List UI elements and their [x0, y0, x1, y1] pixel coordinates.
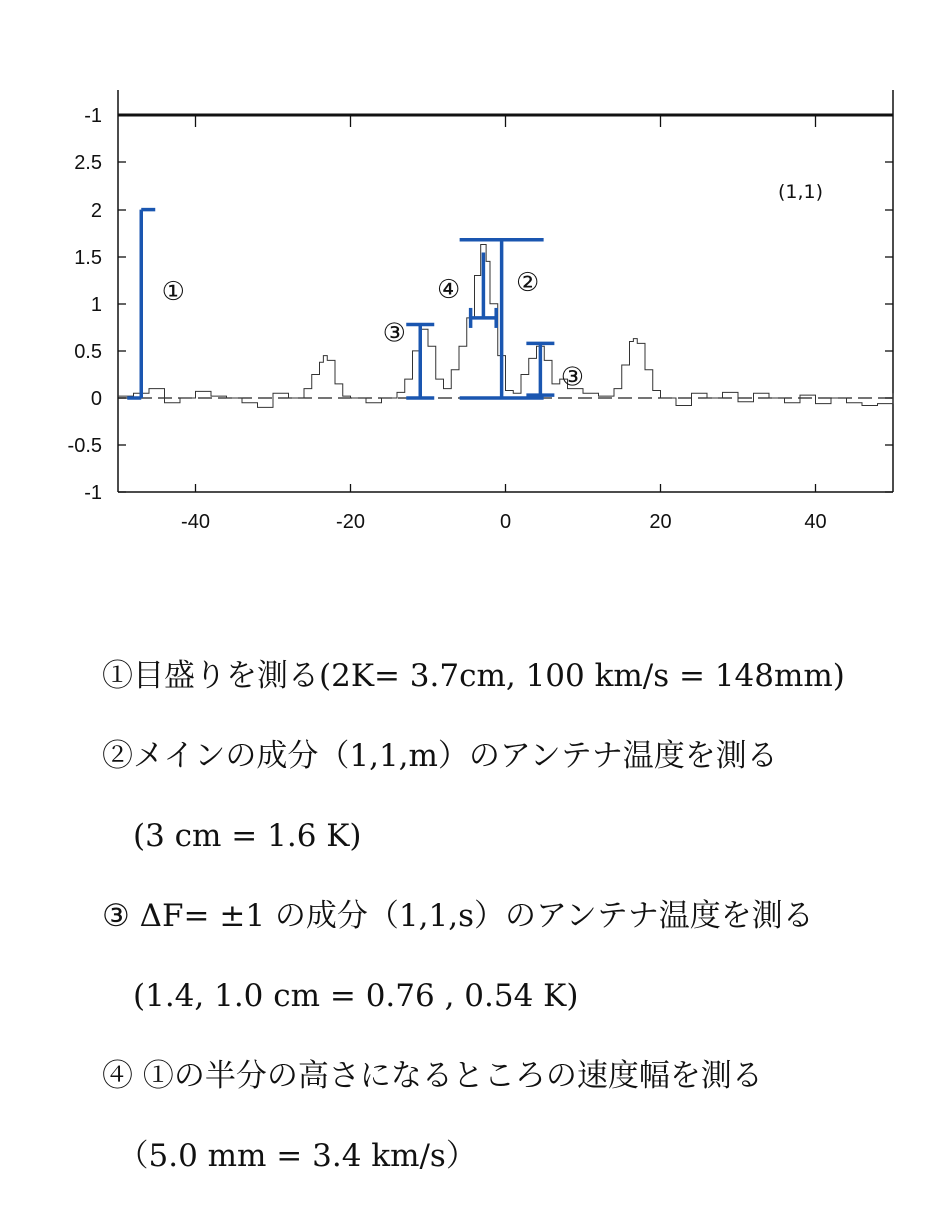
annotation-label: ③: [382, 318, 406, 349]
y-tick-label: 0.5: [74, 341, 102, 363]
note-main-component: ②メインの成分（1,1,m）のアンテナ温度を測る: [102, 738, 778, 774]
note-velocity-width: ④ ①の半分の高さになるところの速度幅を測る: [102, 1058, 763, 1094]
y-tick-label: -0.5: [67, 435, 102, 457]
x-tick-label: 0: [499, 511, 512, 533]
y-tick-label: 0: [90, 388, 102, 410]
spectrum-trace: [118, 244, 893, 407]
x-axis-ticks: [181, 115, 827, 533]
x-tick-label: 20: [649, 511, 672, 533]
panel-label: (1,1): [778, 181, 824, 203]
x-tick-label: -40: [181, 511, 210, 533]
annotation-label: ②: [515, 267, 540, 298]
note-main-value: (3 cm = 1.6 K): [102, 818, 362, 854]
y-axis-ticks: [68, 105, 893, 504]
y-tick-label: 1.5: [74, 247, 102, 269]
plot-frame: [118, 90, 893, 492]
annotation-label-4: ④: [436, 274, 461, 305]
y-tick-label: 1: [90, 294, 102, 316]
note-satellite-component: ③ ΔF= ±1 の成分（1,1,s）のアンテナ温度を測る: [102, 898, 814, 934]
y-tick-label: 2: [90, 200, 102, 222]
y-tick-label: -1: [84, 105, 102, 127]
y-tick-label: -1: [84, 482, 102, 504]
measurement-notes: [102, 648, 932, 1208]
note-satellite-value: (1.4, 1.0 cm = 0.76 , 0.54 K): [102, 978, 579, 1014]
x-tick-label: -20: [336, 511, 365, 533]
x-tick-label: 40: [804, 511, 827, 533]
measurement-annotations: [127, 210, 584, 398]
spectrum-trace-group: [118, 244, 893, 407]
annotation-label: ③: [560, 362, 585, 393]
note-scale: ①目盛りを測る(2K= 3.7cm, 100 km/s = 148mm): [102, 658, 845, 694]
annotation-label: ①: [161, 276, 185, 307]
y-tick-label: 2.5: [74, 152, 102, 174]
spectrum-chart: [0, 0, 948, 600]
note-width-value: （5.0 mm = 3.4 km/s）: [102, 1138, 477, 1174]
